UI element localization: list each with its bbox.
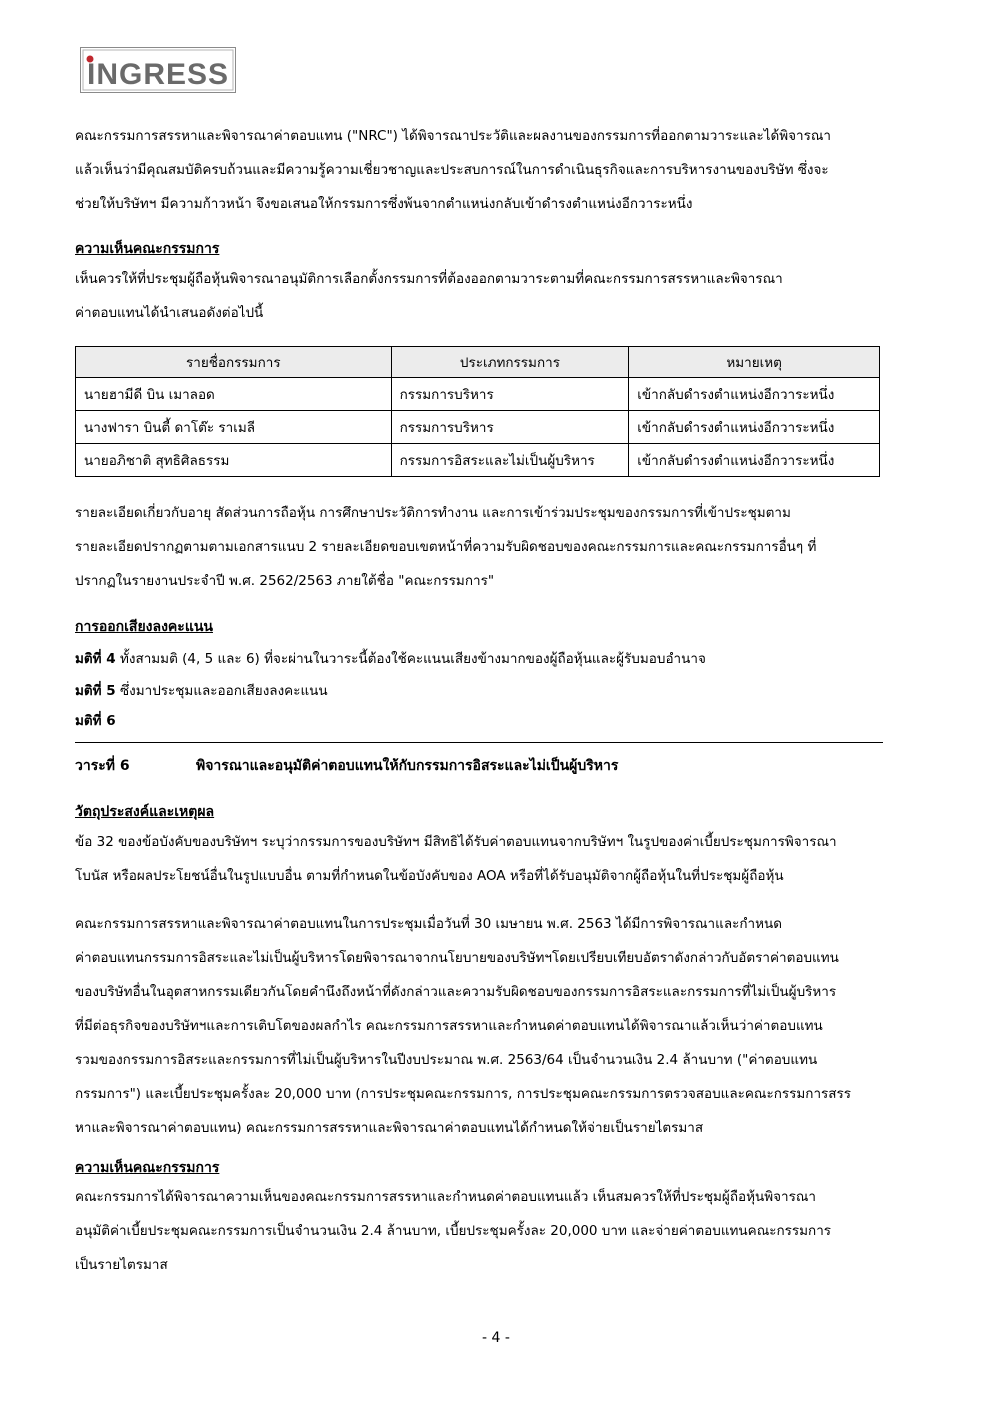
directors-table [75, 346, 880, 477]
director-name-cell: นายฮามีดี บิน เมาลอด [76, 378, 392, 411]
text-line: ช่วยให้บริษัทฯ มีความก้าวหน้า จึงขอเสนอให้กรรมการซึ่งพ้นจากตำแหน่งกลับเข้าดำรงตำแหน่งอีกวาระหนึ่ง [75, 196, 693, 212]
resolution-label: มติที่ 5 [75, 683, 116, 699]
details-paragraph [75, 496, 907, 598]
page-number: - 4 - [482, 1330, 510, 1346]
vote-resolution-4 [75, 647, 706, 669]
table-row [76, 411, 880, 444]
director-type-cell: กรรมการอิสระและไม่เป็นผู้บริหาร [391, 444, 629, 477]
table-row [76, 444, 880, 477]
text-line: รายละเอียดเกี่ยวกับอายุ สัดส่วนการถือหุ้น การศึกษาประวัติการทำงาน และการเข้าร่วมประชุมของกรรมการที่เข้าประชุมตาม [75, 505, 791, 521]
board-opinion-paragraph [75, 1180, 907, 1282]
director-type-cell: กรรมการบริหาร [391, 378, 629, 411]
remark-cell: เข้ากลับดำรงตำแหน่งอีกวาระหนึ่ง [629, 444, 880, 477]
text-line: รวมของกรรมการอิสระและกรรมการที่ไม่เป็นผู้บริหารในปีงบประมาณ พ.ศ. 2563/64 เป็นจำนวนเงิน 2.4 ล้านบาท ("ค่าตอบแทน [75, 1052, 818, 1068]
text-line: โบนัส หรือผลประโยชน์อื่นในรูปแบบอื่น ตามที่กำหนดในข้อบังคับของ AOA หรือที่ได้รับอนุมัติจากผู้ถือหุ้นในที่ประชุมผู้ถือหุ้น [75, 868, 784, 884]
resolution-label: มติที่ 4 [75, 651, 116, 667]
text-line: ของบริษัทอื่นในอุตสาหกรรมเดียวกันโดยคำนึงถึงหน้าที่ดังกล่าวและความรับผิดชอบของกรรมการอิสระและกรรมการที่ไม่เป็นผู้บริหาร [75, 984, 837, 1000]
text-line: คณะกรรมการสรรหาและพิจารณาค่าตอบแทนในการประชุมเมื่อวันที่ 30 เมษายน พ.ศ. 2563 ได้มีการพิจารณาและกำหนด [75, 916, 783, 932]
section-heading-objective: วัตถุประสงค์และเหตุผล [75, 804, 215, 820]
vote-resolution-6 [75, 709, 116, 731]
table-row [76, 378, 880, 411]
column-header: รายชื่อกรรมการ [76, 347, 392, 378]
section-heading-board-opinion: ความเห็นคณะกรรมการ [75, 241, 220, 257]
resolution-label: มติที่ 6 [75, 713, 116, 729]
text-line: ค่าตอบแทนได้นำเสนอดังต่อไปนี้ [75, 305, 264, 321]
agenda-number: วาระที่ 6 [75, 758, 130, 774]
text-line: หาและพิจารณาค่าตอบแทน) คณะกรรมการสรรหาและพิจารณาค่าตอบแทนได้กำหนดให้จ่ายเป็นรายไตรมาส [75, 1120, 704, 1136]
text-line: อนุมัติค่าเบี้ยประชุมคณะกรรมการเป็นจำนวนเงิน 2.4 ล้านบาท, เบี้ยประชุมครั้งละ 20,000 บาท และจ่ายค่าตอบแทนคณะกรรมการ [75, 1223, 832, 1239]
svg-text:INGRESS: INGRESS [87, 58, 230, 91]
remark-cell: เข้ากลับดำรงตำแหน่งอีกวาระหนึ่ง [629, 411, 880, 444]
column-header: ประเภทกรรมการ [391, 347, 629, 378]
board-opinion-paragraph [75, 262, 907, 330]
text-line: เห็นควรให้ที่ประชุมผู้ถือหุ้นพิจารณาอนุมัติการเลือกตั้งกรรมการที่ต้องออกตามวาระตามที่คณะกรรมการสรรหาและพิจารณา [75, 271, 783, 287]
objective-paragraph [75, 825, 907, 893]
column-header: หมายเหตุ [629, 347, 880, 378]
text-line: คณะกรรมการได้พิจารณาความเห็นของคณะกรรมการสรรหาและกำหนดค่าตอบแทนแล้ว เห็นสมควรให้ที่ประชุมผู้ถือหุ้นพิจารณา [75, 1189, 816, 1205]
director-type-cell: กรรมการบริหาร [391, 411, 629, 444]
agenda-title: พิจารณาและอนุมัติค่าตอบแทนให้กับกรรมการอิสระและไม่เป็นผู้บริหาร [196, 758, 619, 774]
table-header-row [76, 347, 880, 378]
section-divider [75, 742, 883, 743]
remark-cell: เข้ากลับดำรงตำแหน่งอีกวาระหนึ่ง [629, 378, 880, 411]
ingress-logo [80, 47, 236, 93]
resolution-text: ซึ่งมาประชุมและออกเสียงลงคะแนน [115, 683, 328, 699]
director-name-cell: นายอภิชาติ สุทธิศิลธรรม [76, 444, 392, 477]
text-line: แล้วเห็นว่ามีคุณสมบัติครบถ้วนและมีความรู้ความเชี่ยวชาญและประสบการณ์ในการดำเนินธุรกิจและการบริหารงานของบริษัท ซึ่งจะ [75, 162, 829, 178]
text-line: รายละเอียดปรากฏตามตามเอกสารแนบ 2 รายละเอียดขอบเขตหน้าที่ความรับผิดชอบของคณะกรรมการและคณะกรรมการอื่นๆ ที่ [75, 539, 817, 555]
text-line: กรรมการ") และเบี้ยประชุมครั้งละ 20,000 บาท (การประชุมคณะกรรมการ, การประชุมคณะกรรมการตรวจสอบและคณะกรรมการสรร [75, 1086, 852, 1102]
nrc-paragraph [75, 907, 907, 1145]
text-line: ที่มีต่อธุรกิจของบริษัทฯและการเติบโตของผลกำไร คณะกรรมการสรรหาและกำหนดค่าตอบแทนได้พิจารณาแล้วเห็นว่าค่าตอบแทน [75, 1018, 823, 1034]
text-line: ค่าตอบแทนกรรมการอิสระและไม่เป็นผู้บริหารโดยพิจารณาจากนโยบายของบริษัทฯโดยเปรียบเทียบอัตราดังกล่าวกับอัตราค่าตอบแทน [75, 950, 839, 966]
text-line: เป็นรายไตรมาส [75, 1257, 168, 1273]
intro-paragraph [75, 119, 907, 221]
section-heading-board-opinion: ความเห็นคณะกรรมการ [75, 1160, 220, 1176]
text-line: คณะกรรมการสรรหาและพิจารณาค่าตอบแทน ("NRC") ได้พิจารณาประวัติและผลงานของกรรมการที่ออกตามวาระและได้พิจารณา [75, 128, 831, 144]
vote-resolution-5 [75, 679, 328, 701]
section-heading-voting: การออกเสียงลงคะแนน [75, 619, 213, 635]
text-line: ปรากฏในรายงานประจำปี พ.ศ. 2562/2563 ภายใต้ชื่อ "คณะกรรมการ" [75, 573, 495, 589]
director-name-cell: นางฟารา บินตี้ ดาโต๊ะ ราเมลี [76, 411, 392, 444]
text-line: ข้อ 32 ของข้อบังคับของบริษัทฯ ระบุว่ากรรมการของบริษัทฯ มีสิทธิได้รับค่าตอบแทนจากบริษัทฯ ในรูปของค่าเบี้ยประชุมการพิจารณา [75, 834, 837, 850]
resolution-text: ทั้งสามมติ (4, 5 และ 6) ที่จะผ่านในวาระนี้ต้องใช้คะแนนเสียงข้างมากของผู้ถือหุ้นและผู้รับมอบอำนาจ [115, 651, 706, 667]
